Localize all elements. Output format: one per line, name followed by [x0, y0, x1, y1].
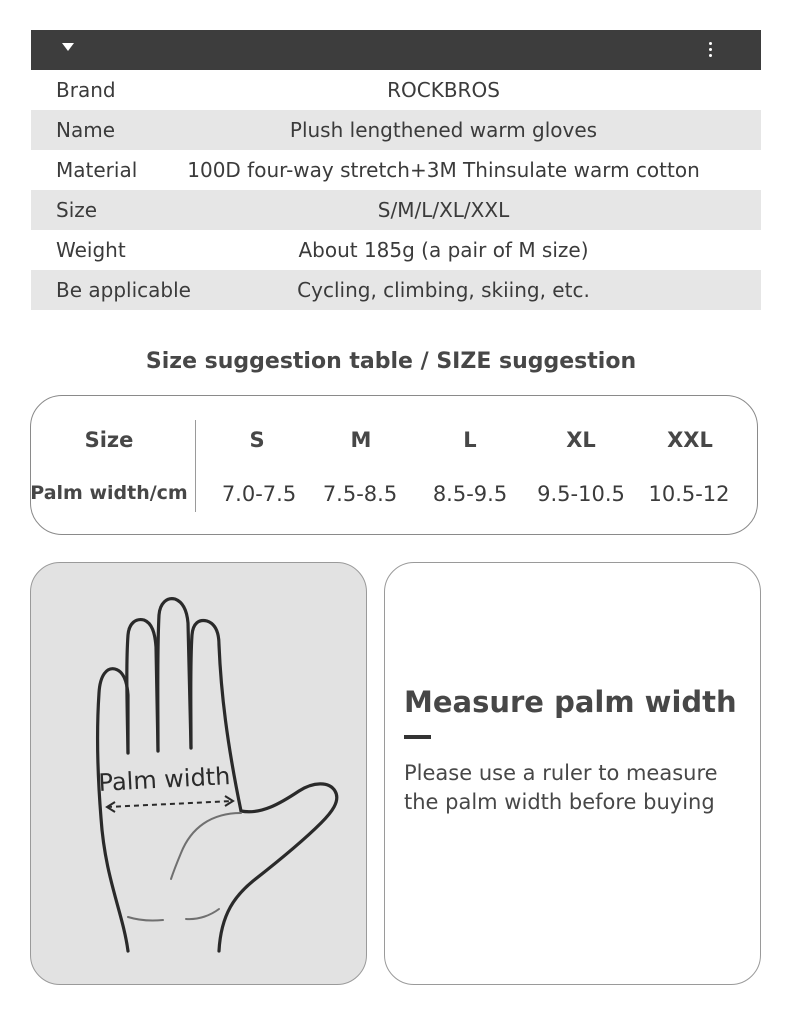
palm-width-value: 10.5-12 [648, 482, 730, 506]
hand-illustration-card [30, 562, 367, 985]
spec-value: About 185g (a pair of M size) [298, 238, 589, 262]
size-suggestion-table [30, 395, 758, 535]
measure-line-1: Please use a ruler to measure [404, 761, 718, 785]
chevron-down-icon[interactable] [62, 43, 74, 51]
size-header-label: Size [84, 428, 134, 452]
spec-label: Brand [56, 78, 116, 102]
spec-label: Weight [56, 238, 126, 262]
spec-label: Material [56, 158, 138, 182]
measure-instruction-card [384, 562, 761, 985]
more-vertical-icon[interactable] [709, 42, 713, 60]
size-column-header: XL [566, 428, 596, 452]
size-column-header: S [249, 428, 265, 452]
spec-label: Name [56, 118, 116, 142]
size-column-header: M [350, 428, 372, 452]
size-column-header: L [463, 428, 477, 452]
spec-row-brand [31, 70, 761, 110]
measure-title: Measure palm width [404, 685, 737, 719]
spec-row-size [31, 190, 761, 230]
spec-value: 100D four-way stretch+3M Thinsulate warm cotton [187, 158, 700, 182]
collapsible-header-bar[interactable] [31, 30, 761, 70]
title-underline-dash [404, 735, 431, 739]
palm-width-value: 7.5-8.5 [322, 482, 398, 506]
spec-value: Cycling, climbing, skiing, etc. [297, 278, 590, 302]
palm-width-value: 8.5-9.5 [432, 482, 508, 506]
size-column-header: XXL [667, 428, 713, 452]
table-divider [195, 420, 196, 512]
spec-row-applicable [31, 270, 761, 310]
palm-width-value: 7.0-7.5 [221, 482, 297, 506]
measure-instructions [404, 759, 718, 817]
size-table-title: Size suggestion table / SIZE suggestion [145, 349, 637, 374]
palm-width-label: Palm width [97, 762, 232, 797]
spec-label: Be applicable [56, 278, 191, 302]
palm-width-value: 9.5-10.5 [537, 482, 625, 506]
spec-row-name [31, 110, 761, 150]
spec-label: Size [56, 198, 98, 222]
spec-value: ROCKBROS [387, 78, 500, 102]
spec-value: S/M/L/XL/XXL [377, 198, 510, 222]
specs-table [31, 70, 761, 310]
measure-line-2: the palm width before buying [404, 790, 715, 814]
spec-row-weight [31, 230, 761, 270]
measurement-arrow-icon [107, 796, 233, 812]
spec-row-material [31, 150, 761, 190]
spec-value: Plush lengthened warm gloves [289, 118, 598, 142]
palm-width-row-label: Palm width/cm [30, 482, 188, 504]
hand-outline-icon [31, 563, 367, 985]
